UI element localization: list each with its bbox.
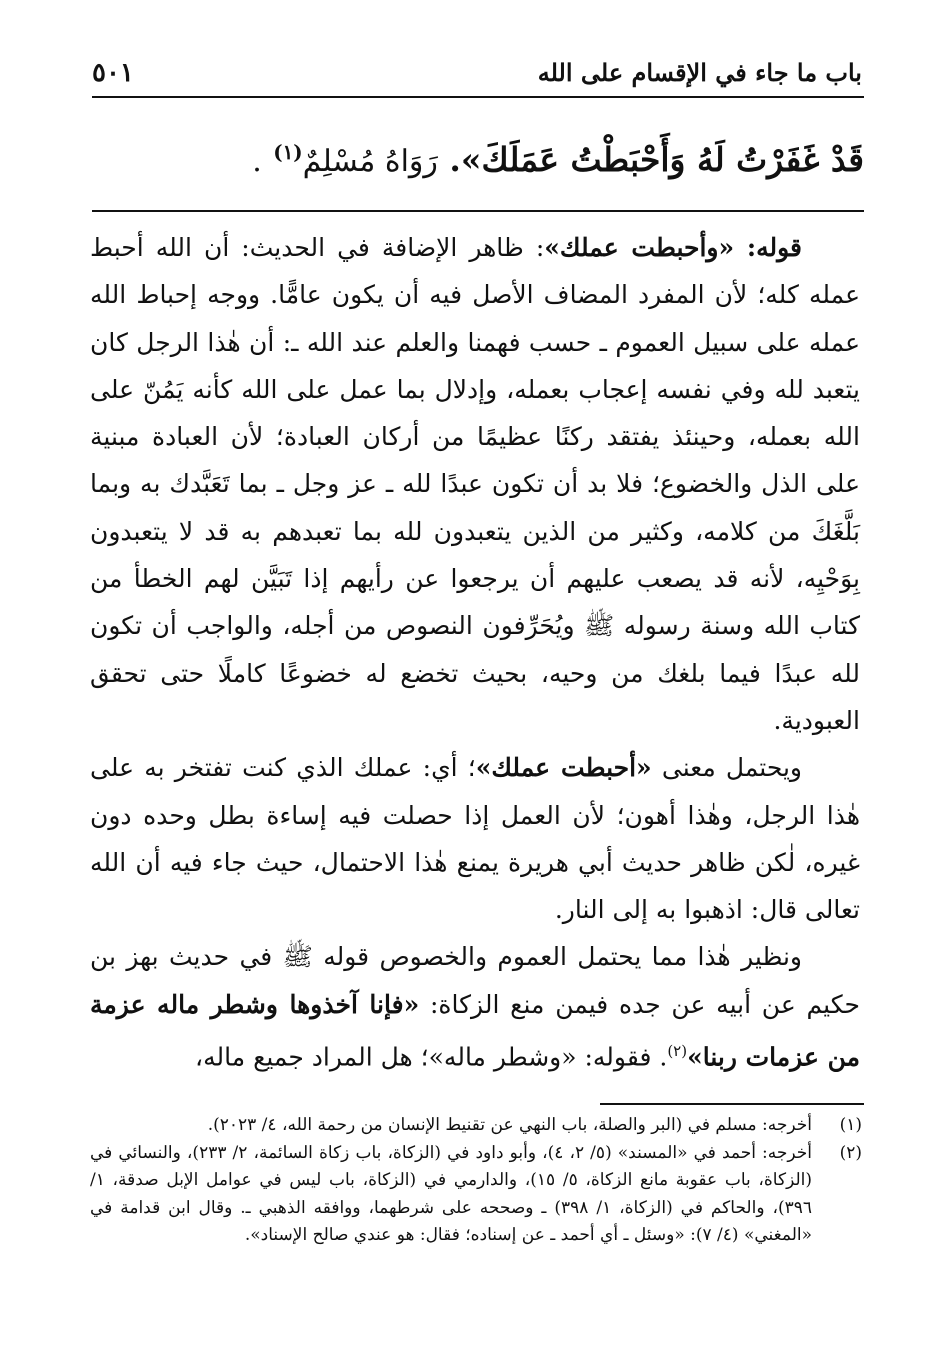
- paragraph-3: [90, 933, 860, 1080]
- paragraph-1: [90, 224, 860, 744]
- commentary: [90, 224, 860, 1081]
- footnote-text: أخرجه: أحمد في «المسند» (٥/ ٢، ٤)، وأبو داود في (الزكاة، باب زكاة السائمة، ٢/ ٢٣٣)، والنسائي في (الزكاة، باب عقوبة مانع الزكاة، ٥/ ١٥)، والدارمي في (الزكاة، باب ليس في عوامل الإبل صدقة، ١/ ٣٩٦)، والحاكم في (الزكاة، ١/ ٣٩٨) ـ وصححه على شرطهما، ووافقه الذهبي ـ. وقال ابن قدامة في «المغني» (٤/ ٧): «وسئل ـ أي أحمد ـ عن إسناده؛ فقال: هو عندي صالح الإسناد».: [90, 1142, 812, 1246]
- header-divider: [92, 96, 864, 98]
- paragraph-1-lead: قوله: «وأحبطت عملك»: [544, 233, 803, 262]
- hadith-end: .: [252, 144, 262, 179]
- footnote-divider: [600, 1103, 864, 1105]
- footnotes: [90, 1112, 862, 1250]
- footnote-1: [90, 1112, 862, 1140]
- paragraph-3-text-b: . فقوله: «وشطر ماله»؛ هل المراد جميع ماله،: [195, 1042, 668, 1072]
- paragraph-2-text: ؛ أي: عملك الذي كنت تفتخر به على هٰذا الرجل، وهٰذا أهون؛ لأن العمل إذا حصلت فيه إساءة بطل وحده دون غيره، لٰكن ظاهر حديث أبي هريرة يمنع هٰذا الاحتمال، حيث جاء فيه أن الله تعالى قال: اذهبوا به إلى النار.: [90, 753, 860, 925]
- paragraph-1-text: : ظاهر الإضافة في الحديث: أن الله أحبط عمله كله؛ لأن المفرد المضاف الأصل فيه أن يكون عامًّا. ووجه إحباط الله عمله على سبيل العموم ـ حسب فهمنا والعلم عند الله ـ: أن هٰذا الرجل كان يتعبد لله وفي نفسه إعجاب بعمله، وإدلال بما عمل على الله كأنه يَمُنّ على الله بعمله، وحينئذ يفتقد ركنًا عظيمًا من أركان العبادة؛ لأن العبادة مبنية على الذل والخضوع؛ فلا بد أن تكون عبدًا لله ـ عز وجل ـ بما تَعَبَّدك به وبما بَلَّغَكَ من كلامه، وكثير من الذين يتعبدون لله بما تعبدهم به قد لا يتعبدون بِوَحْيِه، لأنه قد يصعب عليهم أن يرجعوا عن رأيهم إذا تَبَيَّن لهم الخطأ من كتاب الله وسنة رسوله ﷺ ويُحَرِّفون النصوص من أجله، والواجب أن تكون لله عبدًا فيما بلغك من وحيه، بحيث تخضع له خضوعًا كاملًا حتى تحقق العبودية.: [90, 233, 860, 735]
- footnote-number: (١): [839, 1115, 862, 1135]
- paragraph-2-pre: ويحتمل معنى: [651, 753, 803, 783]
- paragraph-2: [90, 744, 860, 933]
- hadith-text: [252, 128, 864, 186]
- footnote-2: [90, 1140, 862, 1250]
- hadith-quote: قَدْ غَفَرْتُ لَهُ وَأَحْبَطْتُ عَمَلَكَ».: [449, 140, 864, 179]
- hadith-narration: رَوَاهُ مُسْلِمٌ: [302, 144, 438, 179]
- running-header: [92, 52, 862, 92]
- footnote-number: (٢): [839, 1142, 862, 1163]
- paragraph-2-lead: «أحبطت عملك»: [475, 753, 652, 783]
- footnote-ref-1: (١): [273, 140, 303, 164]
- section-divider: [92, 210, 864, 212]
- footnote-ref-2: (٢): [667, 1042, 688, 1061]
- footnote-text: أخرجه: مسلم في (البر والصلة، باب النهي عن تقنيط الإنسان من رحمة الله، ٤/ ٢٠٢٣).: [207, 1115, 812, 1135]
- paragraph-3-quote: «فإنا آخذوها وشطر ماله عزمة من عزمات ربنا»: [90, 989, 860, 1072]
- paragraph-3-text-a: ونظير هٰذا مما يحتمل العموم والخصوص قوله ﷺ في حديث بهز بن حكيم عن أبيه عن جده فيمن منع الزكاة:: [90, 942, 860, 1019]
- chapter-title: باب ما جاء في الإقسام على الله: [537, 58, 862, 87]
- page-number: ٥٠١: [92, 58, 134, 88]
